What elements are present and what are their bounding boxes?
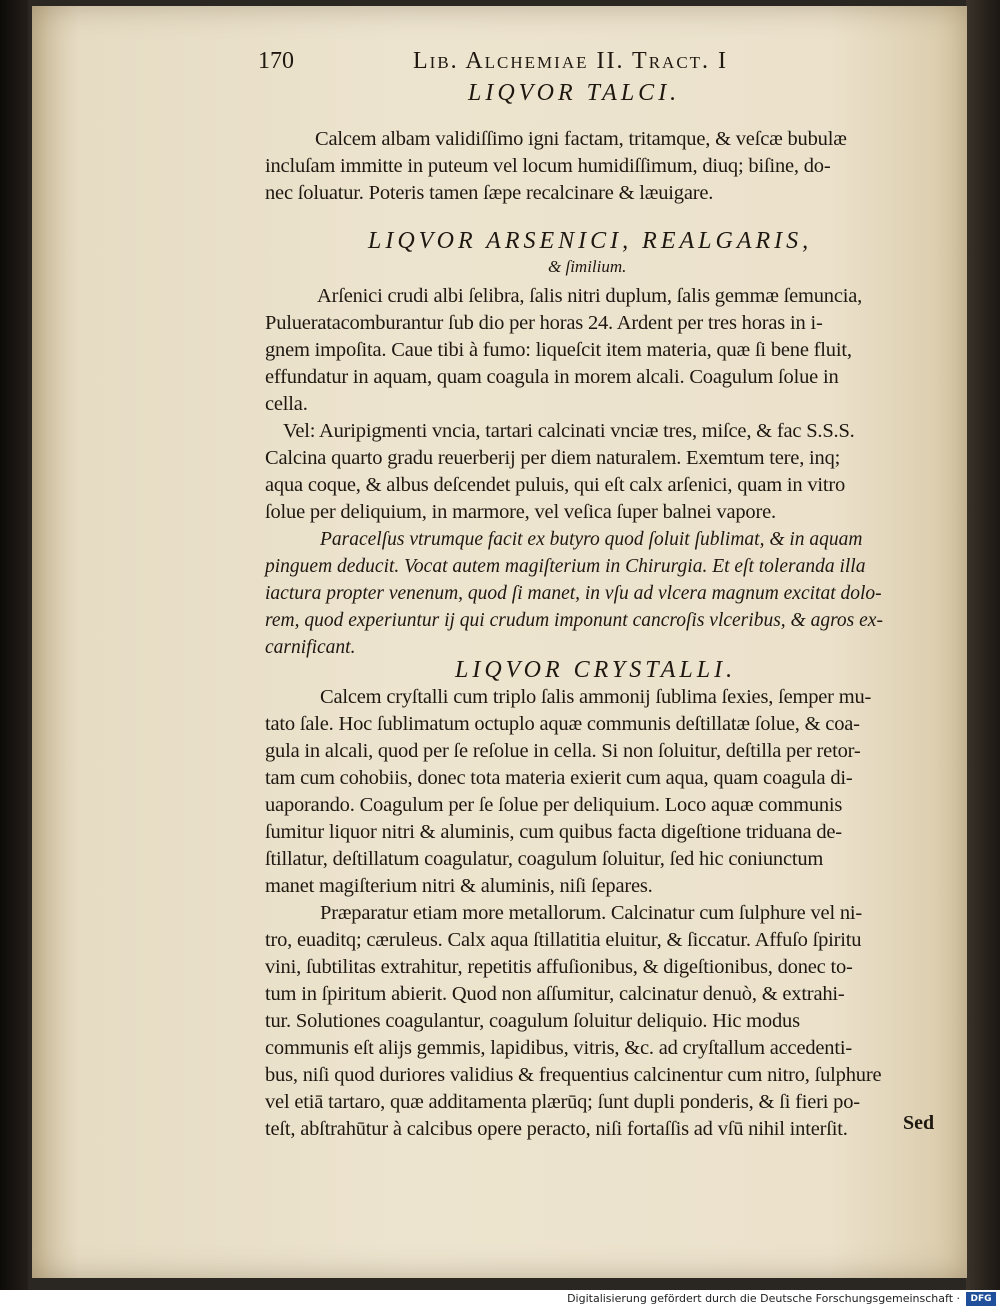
footer-bar bbox=[0, 1290, 1000, 1310]
heading-liquor-crystalli: LIQVOR CRYSTALLI. bbox=[455, 657, 737, 683]
text-line: Vel: Auripigmenti vncia, tartari calcinati vnciæ tres, miſce, & fac S.S.S. bbox=[283, 420, 855, 442]
subheading: & ſimilium. bbox=[548, 257, 627, 276]
page-number: 170 bbox=[258, 48, 294, 74]
text-line: vel etiā tartaro, quæ additamenta plærūq; ſunt dupli ponderis, & ſi fieri po- bbox=[265, 1091, 860, 1113]
text-line: gula in alcali, quod per ſe reſolue in cella. Si non ſoluitur, deſtilla per retor- bbox=[265, 740, 861, 762]
footer-credit: Digitalisierung gefördert durch die Deutsche Forschungsgemeinschaft · bbox=[567, 1292, 960, 1305]
text-line: tam cum cohobiis, donec tota materia exierit cum aqua, quam coagula di- bbox=[265, 767, 853, 789]
text-line: gnem impoſita. Caue tibi à fumo: liqueſcit item materia, quæ ſi bene fluit, bbox=[265, 339, 852, 361]
text-line: ſolue per deliquium, in marmore, vel veſica ſuper balnei vapore. bbox=[265, 501, 776, 523]
text-line: aqua coque, & albus deſcendet puluis, qui eſt calx arſenici, quam in vitro bbox=[265, 474, 846, 496]
text-line: ſumitur liquor nitri & aluminis, cum quibus facta digeſtione triduana de- bbox=[265, 821, 842, 843]
running-title: Lib. Alchemiae II. Tract. I bbox=[413, 48, 729, 74]
text-line: tum in ſpiritum abierit. Quod non aſſumitur, calcinatur denuò, & extrahi- bbox=[265, 983, 845, 1005]
text-line: incluſam immitte in puteum vel locum humidiſſimum, diuq; biſine, do- bbox=[265, 155, 831, 177]
text-line: effundatur in aquam, quam coagula in morem alcali. Coagulum ſolue in bbox=[265, 366, 839, 388]
italic-line: rem, quod experiuntur ij qui crudum imponunt cancroſis vlceribus, & agros ex- bbox=[265, 610, 883, 631]
text-line: manet magiſterium nitri & aluminis, niſi ſepares. bbox=[265, 875, 653, 897]
italic-line: carnificant. bbox=[265, 637, 356, 658]
italic-line: pinguem deducit. Vocat autem magiſterium in Chirurgia. Et eſt toleranda illa bbox=[265, 556, 866, 577]
book-spine bbox=[0, 0, 28, 1290]
dfg-logo: DFG bbox=[966, 1292, 996, 1306]
text-line: bus, niſi quod duriores validius & frequentius calcinentur cum nitro, ſulphure bbox=[265, 1064, 882, 1086]
text-line: Arſenici crudi albi ſelibra, ſalis nitri duplum, ſalis gemmæ ſemuncia, bbox=[317, 285, 863, 307]
text-line: Calcem albam validiſſimo igni factam, tritamque, & veſcæ bubulæ bbox=[315, 128, 847, 150]
heading-liquor-talci: LIQVOR TALCI. bbox=[468, 80, 681, 106]
text-line: Præparatur etiam more metallorum. Calcinatur cum ſulphure vel ni- bbox=[320, 902, 863, 924]
text-line: Pulueratacomburantur ſub dio per horas 24. Ardent per tres horas in i- bbox=[265, 312, 823, 334]
text-line: tro, euaditq; cæruleus. Calx aqua ſtillatitia eluitur, & ſiccatur. Affuſo ſpiritu bbox=[265, 929, 862, 951]
italic-line: iactura propter venenum, quod ſi manet, in vſu ad vlcera magnum excitat dolo- bbox=[265, 583, 882, 604]
text-line: tato ſale. Hoc ſublimatum octuplo aquæ communis deſtillatæ ſolue, & coa- bbox=[265, 713, 860, 735]
text-line: Calcem cryſtalli cum triplo ſalis ammonij ſublima ſexies, ſemper mu- bbox=[320, 686, 872, 708]
text-line: uaporando. Coagulum per ſe ſolue per deliquium. Loco aquæ communis bbox=[265, 794, 843, 816]
text-line: tur. Solutiones coagulantur, coagulum ſoluitur deliquio. Hic modus bbox=[265, 1010, 800, 1032]
italic-line: Paracelſus vtrumque facit ex butyro quod ſoluit ſublimat, & in aquam bbox=[320, 529, 863, 550]
heading-liquor-arsenici: LIQVOR ARSENICI, REALGARIS, bbox=[368, 228, 813, 254]
text-line: nec ſoluatur. Poteris tamen ſæpe recalcinare & læuigare. bbox=[265, 182, 714, 204]
text-line: Calcina quarto gradu reuerberij per diem naturalem. Exemtum tere, inq; bbox=[265, 447, 841, 469]
text-line: teſt, abſtrahūtur à calcibus opere peracto, niſi fortaſſis ad vſū nihil interſit. bbox=[265, 1118, 848, 1140]
text-line: vini, ſubtilitas extrahitur, repetitis affuſionibus, & digeſtionibus, donec to- bbox=[265, 956, 853, 978]
text-line: communis eſt alijs gemmis, lapidibus, vitris, &c. ad cryſtallum accedenti- bbox=[265, 1037, 852, 1059]
text-line: ſtillatur, deſtillatum coagulatur, coagulum ſoluitur, ſed hic coniunctum bbox=[265, 848, 824, 870]
text-line: cella. bbox=[265, 393, 308, 415]
page-edge bbox=[966, 0, 1000, 1290]
catchword: Sed bbox=[903, 1112, 935, 1134]
